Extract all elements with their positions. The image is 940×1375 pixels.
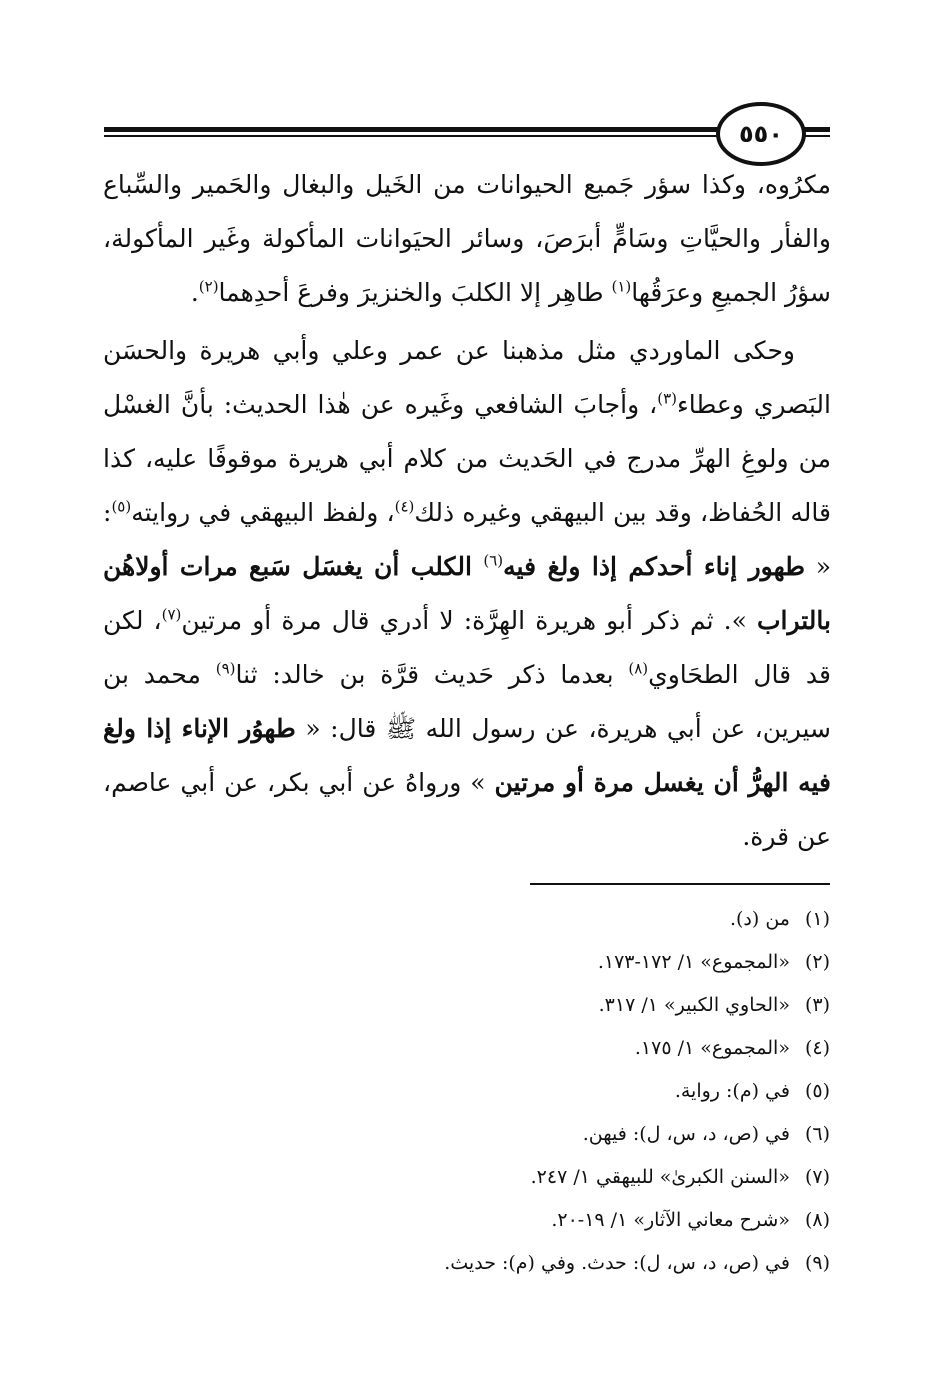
footnote-number: (٨) <box>804 1209 830 1231</box>
footnote-ref: (٩) <box>215 659 236 678</box>
footnote-number: (٤) <box>804 1037 830 1059</box>
footnote-ref: (٥) <box>111 497 132 516</box>
text-segment: ». ثم ذكر أبو هريرة الهِرَّة: لا أدري قال مرة أو مرتين <box>181 606 757 635</box>
footnote-item <box>300 984 830 1027</box>
paragraph <box>103 324 831 864</box>
footnote-ref: (٤) <box>394 497 415 516</box>
text-segment: محمد بن سيرين، عن أبي هريرة، عن رسول الله ﷺ قال: « <box>103 660 831 743</box>
footnote-text: من (د). <box>729 908 796 930</box>
footnote-number: (٩) <box>804 1252 830 1274</box>
footnote-item <box>300 1242 830 1285</box>
text-segment: : « <box>103 498 831 581</box>
footnote-text: في (ص، د، س، ل): فيهن. <box>582 1123 796 1145</box>
text-segment: ، ولفظ البيهقي في روايته <box>131 498 395 527</box>
footnote-separator <box>530 883 830 885</box>
text-segment: . <box>190 278 199 307</box>
text-segment: » ورواهُ عن أبي بكر، عن أبي عاصم، عن قرة. <box>103 768 831 851</box>
footnote-ref: (١) <box>611 277 632 296</box>
footnote-ref: (٢) <box>198 277 219 296</box>
main-text <box>103 158 831 864</box>
footnote-number: (٦) <box>804 1123 830 1145</box>
footnote-ref: (٨) <box>628 659 649 678</box>
hadith-quote: طهوُر الإناء إذا ولغ فيه الهرُّ أن يغسل مرة أو مرتين <box>103 714 831 797</box>
footnote-number: (٣) <box>804 994 830 1016</box>
footnote-item <box>300 898 830 941</box>
footnote-item <box>300 1027 830 1070</box>
footnote-item <box>300 1113 830 1156</box>
footnote-text: في (ص، د، س، ل): حدث. وفي (م): حديث. <box>444 1252 796 1274</box>
footnote-number: (١) <box>804 908 830 930</box>
text-segment: وحكى الماوردي مثل مذهبنا عن عمر وعلي وأبي هريرة والحسَن البَصري وعطاء <box>103 336 832 419</box>
footnote-item <box>300 1156 830 1199</box>
footnote-text: في (م): رواية. <box>674 1080 796 1102</box>
text-segment: طاهِر إلا الكلبَ والخنزيرَ وفرعَ أحدِهما <box>218 278 612 307</box>
footnote-item <box>300 1070 830 1113</box>
footnote-number: (٥) <box>804 1080 830 1102</box>
footnote-ref: (٣) <box>657 389 677 408</box>
footnote-ref: (٦) <box>483 551 504 570</box>
footnote-item <box>300 1199 830 1242</box>
footnote-text: «الحاوي الكبير» ١/ ٣١٧. <box>598 994 796 1016</box>
footnote-item <box>300 941 830 984</box>
footnote-text: «السنن الكبرىٰ» للبيهقي ١/ ٢٤٧. <box>530 1166 796 1188</box>
footnotes-list <box>300 898 830 1285</box>
footnote-text: «المجموع» ١/ ١٧٢-١٧٣. <box>597 951 796 973</box>
page-number: ٥٥٠ <box>739 120 783 148</box>
page-number-badge <box>716 102 806 166</box>
footnote-text: «المجموع» ١/ ١٧٥. <box>634 1037 796 1059</box>
text-segment: ، وأجابَ الشافعي وغَيره عن هٰذا الحديث: بأنَّ الغسْل من ولوغِ الهرِّ مدرج في الحَديث من كلام أبي هريرة موقوفًا عليه، كذا قاله الحُفاظ، وقد بين البيهقي وغيره ذلك <box>103 390 831 527</box>
text-segment: ، لكن قد قال الطحَاوي <box>103 606 831 689</box>
paragraph <box>103 158 831 320</box>
footnote-number: (٢) <box>804 951 830 973</box>
text-segment: بعدما ذكر حَديث قرَّة بن خالد: ثنا <box>235 660 629 689</box>
hadith-quote: الكلب أن يغسَل سَبع مرات أولاهُن بالتراب <box>103 552 831 635</box>
hadith-quote: طهور إناء أحدكم إذا ولغ فيه <box>503 552 806 581</box>
footnote-ref: (٧) <box>161 605 182 624</box>
footnote-text: «شرح معاني الآثار» ١/ ١٩-٢٠. <box>551 1209 796 1231</box>
text-segment: مكرُوه، وكذا سؤر جَميع الحيوانات من الخَيل والبغال والحَمير والسِّباع والفأر والحيَّاتِ وسَامٍّ أبرَصَ، وسائر الحيَوانات المأكولة وغَير المأكولة، سؤرُ الجميعِ وعرَقُها <box>103 170 831 307</box>
footnote-number: (٧) <box>804 1166 830 1188</box>
